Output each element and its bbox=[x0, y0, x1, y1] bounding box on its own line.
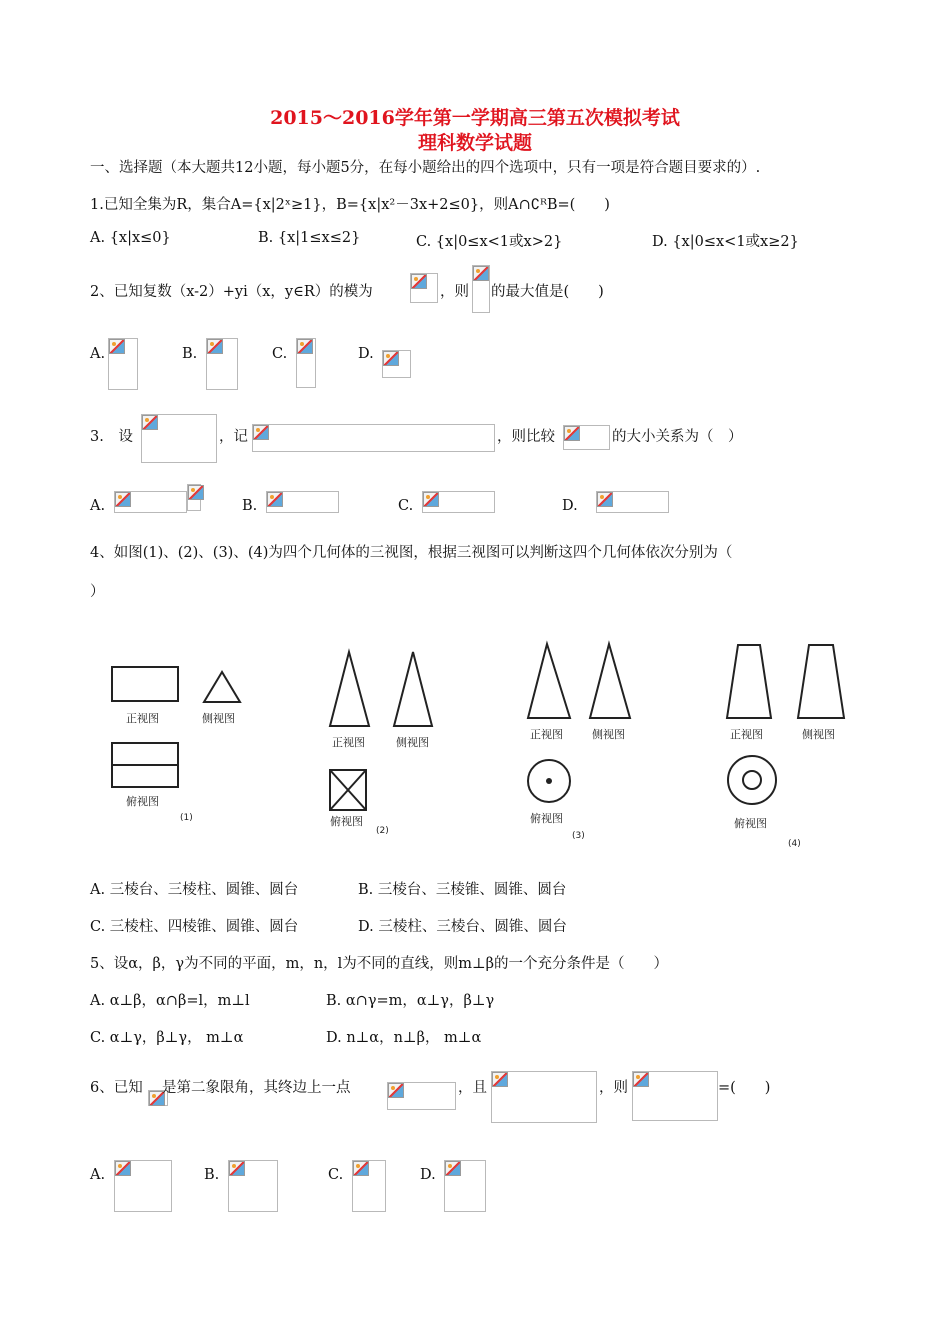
q6-condition-image bbox=[491, 1071, 597, 1123]
fig2-front-triangle bbox=[330, 652, 369, 726]
q6-stem-part3: ，且 bbox=[458, 1080, 487, 1096]
q6-stem-part2: 是第二象限角，其终边上一点 bbox=[162, 1080, 351, 1096]
q2-option-b-image bbox=[206, 338, 238, 390]
broken-image-icon bbox=[207, 339, 223, 354]
q3-define-image bbox=[141, 414, 217, 463]
broken-image-icon bbox=[353, 1161, 369, 1176]
fig1-front-rect bbox=[112, 667, 178, 701]
q4-option-b: B. 三棱台、三棱锥、圆锥、圆台 bbox=[358, 882, 567, 898]
q2-option-c-image bbox=[296, 338, 316, 388]
fig4-front-label: 正视图 bbox=[730, 728, 763, 741]
q6-expression-image bbox=[632, 1071, 718, 1121]
q2-option-c-label: C. bbox=[272, 346, 288, 362]
broken-image-icon bbox=[267, 492, 283, 507]
fig1-side-triangle bbox=[204, 672, 240, 702]
q1-option-b: B. {x|1≤x≤2} bbox=[258, 230, 361, 246]
broken-image-icon bbox=[633, 1072, 649, 1087]
q2-option-a-image bbox=[108, 338, 138, 390]
figure-2 bbox=[330, 652, 432, 810]
q4-option-d: D. 三棱柱、三棱台、圆锥、圆台 bbox=[358, 919, 567, 935]
fig4-caption: (4) bbox=[788, 839, 801, 849]
q1-option-a: A. {x|x≤0} bbox=[90, 230, 171, 246]
fig4-front-trapezoid bbox=[727, 645, 771, 718]
q4-option-c: C. 三棱柱、四棱锥、圆锥、圆台 bbox=[90, 919, 299, 935]
q2-option-d-image bbox=[382, 350, 411, 378]
broken-image-icon bbox=[142, 415, 158, 430]
q6-option-d-image bbox=[444, 1160, 486, 1212]
q3-stem-part1: 3. 设 bbox=[90, 429, 133, 445]
q1-option-c: C. {x|0≤x<1或x>2} bbox=[416, 234, 563, 250]
q1-stem: 1.已知全集为R，集合A={x|2ˣ≥1}，B={x|x²－3x+2≤0}，则A∩∁ᴿB=( ) bbox=[90, 197, 610, 213]
broken-image-icon bbox=[423, 492, 439, 507]
q4-stem-line1: 4、如图(1)、(2)、(3)、(4)为四个几何体的三视图，根据三视图可以判断这四个几何体依次分别为（ bbox=[90, 545, 733, 561]
q5-option-d: D. n⊥α，n⊥β， m⊥α bbox=[326, 1030, 482, 1046]
q6-point-image bbox=[387, 1082, 456, 1110]
q2-stem-part1: 2、已知复数（x-2）+yi（x，y∈R）的模为 bbox=[90, 284, 373, 300]
q6-option-a-image bbox=[114, 1160, 172, 1212]
broken-image-icon bbox=[115, 1161, 131, 1176]
q3-option-c-label: C. bbox=[398, 498, 414, 514]
fig2-front-label: 正视图 bbox=[332, 736, 365, 749]
broken-image-icon bbox=[445, 1161, 461, 1176]
fig3-caption: (3) bbox=[572, 831, 585, 841]
q2-stem-part3: 的最大值是( ) bbox=[491, 284, 604, 300]
fig3-side-triangle bbox=[590, 644, 630, 718]
broken-image-icon bbox=[253, 425, 269, 440]
q6-stem-part1: 6、已知 bbox=[90, 1080, 143, 1096]
figure-3 bbox=[528, 644, 630, 802]
fig4-side-trapezoid bbox=[798, 645, 844, 718]
fig3-top-label: 俯视图 bbox=[530, 812, 563, 825]
q2-stem-part2: ，则 bbox=[440, 284, 469, 300]
q6-option-b-image bbox=[228, 1160, 278, 1212]
q3-stem-part3: ，则比较 bbox=[497, 429, 555, 445]
q3-stem-part4: 的大小关系为（ ） bbox=[612, 429, 743, 445]
fig4-side-label: 侧视图 bbox=[802, 728, 835, 741]
q4-option-a: A. 三棱台、三棱柱、圆锥、圆台 bbox=[90, 882, 299, 898]
q2-option-b-label: B. bbox=[182, 346, 198, 362]
q2-option-a-label: A. bbox=[90, 346, 106, 362]
fig4-top-inner-circle bbox=[743, 771, 761, 789]
q5-option-b: B. α∩γ=m，α⊥γ，β⊥γ bbox=[326, 993, 495, 1009]
q5-option-c: C. α⊥γ，β⊥γ， m⊥α bbox=[90, 1030, 244, 1046]
broken-image-icon bbox=[229, 1161, 245, 1176]
broken-image-icon bbox=[383, 351, 399, 366]
q6-option-a-label: A. bbox=[90, 1167, 106, 1183]
broken-image-icon bbox=[115, 492, 131, 507]
fig1-side-label: 侧视图 bbox=[202, 712, 235, 725]
q3-option-c-image bbox=[422, 491, 495, 513]
q6-option-d-label: D. bbox=[420, 1167, 436, 1183]
q1-option-d: D. {x|0≤x<1或x≥2} bbox=[652, 234, 799, 250]
exam-title: 2015～2016学年第一学期高三第五次模拟考试 bbox=[270, 107, 680, 129]
q6-option-c-image bbox=[352, 1160, 386, 1212]
broken-image-icon bbox=[597, 492, 613, 507]
q3-notation-image bbox=[252, 424, 495, 452]
fig1-top-label: 俯视图 bbox=[126, 795, 159, 808]
broken-image-icon bbox=[411, 274, 427, 289]
q2-ratio-image bbox=[472, 265, 490, 313]
figure-1 bbox=[112, 667, 240, 787]
fig2-side-label: 侧视图 bbox=[396, 736, 429, 749]
q3-option-b-image bbox=[266, 491, 339, 513]
fig2-side-triangle bbox=[394, 652, 432, 726]
q3-option-a-label: A. bbox=[90, 498, 106, 514]
q3-option-d-image bbox=[596, 491, 669, 513]
fig3-front-label: 正视图 bbox=[530, 728, 563, 741]
broken-image-icon bbox=[492, 1072, 508, 1087]
q3-option-b-label: B. bbox=[242, 498, 258, 514]
broken-image-icon bbox=[297, 339, 313, 354]
q5-option-a: A. α⊥β，α∩β=l，m⊥l bbox=[90, 993, 250, 1009]
broken-image-icon bbox=[388, 1083, 404, 1098]
q3-stem-part2: ，记 bbox=[219, 429, 248, 445]
q6-stem-part4: ，则 bbox=[599, 1080, 628, 1096]
section-heading: 一、选择题（本大题共12小题，每小题5分，在每小题给出的四个选项中，只有一项是符合题目要求的）. bbox=[90, 160, 761, 176]
q2-modulus-image bbox=[410, 273, 438, 303]
q3-compare-image bbox=[563, 425, 610, 450]
broken-image-icon bbox=[109, 339, 125, 354]
figure-4 bbox=[727, 645, 844, 804]
fig4-top-label: 俯视图 bbox=[734, 817, 767, 830]
fig3-side-label: 侧视图 bbox=[592, 728, 625, 741]
broken-image-icon bbox=[188, 485, 204, 500]
three-view-figure bbox=[0, 630, 950, 860]
q3-option-a-image bbox=[114, 491, 187, 513]
broken-image-icon bbox=[564, 426, 580, 441]
fig3-front-triangle bbox=[528, 644, 570, 718]
q5-stem: 5、设α，β，γ为不同的平面，m，n，l为不同的直线，则m⊥β的一个充分条件是（ ） bbox=[90, 956, 669, 972]
fig1-front-label: 正视图 bbox=[126, 712, 159, 725]
fig4-top-outer-circle bbox=[728, 756, 776, 804]
q2-option-d-label: D. bbox=[358, 346, 374, 362]
q4-stem-line2: ） bbox=[90, 584, 105, 600]
fig2-caption: (2) bbox=[376, 826, 389, 836]
q6-option-c-label: C. bbox=[328, 1167, 344, 1183]
q3-option-a-image-2 bbox=[187, 484, 201, 511]
broken-image-icon bbox=[473, 266, 489, 281]
fig1-caption: (1) bbox=[180, 813, 193, 823]
fig2-top-label: 俯视图 bbox=[330, 815, 363, 828]
exam-subtitle: 理科数学试题 bbox=[417, 132, 532, 154]
fig3-top-center-dot bbox=[546, 778, 552, 784]
q6-stem-part5: =( ) bbox=[718, 1080, 771, 1096]
q6-option-b-label: B. bbox=[204, 1167, 220, 1183]
q3-option-d-label: D. bbox=[562, 498, 578, 514]
